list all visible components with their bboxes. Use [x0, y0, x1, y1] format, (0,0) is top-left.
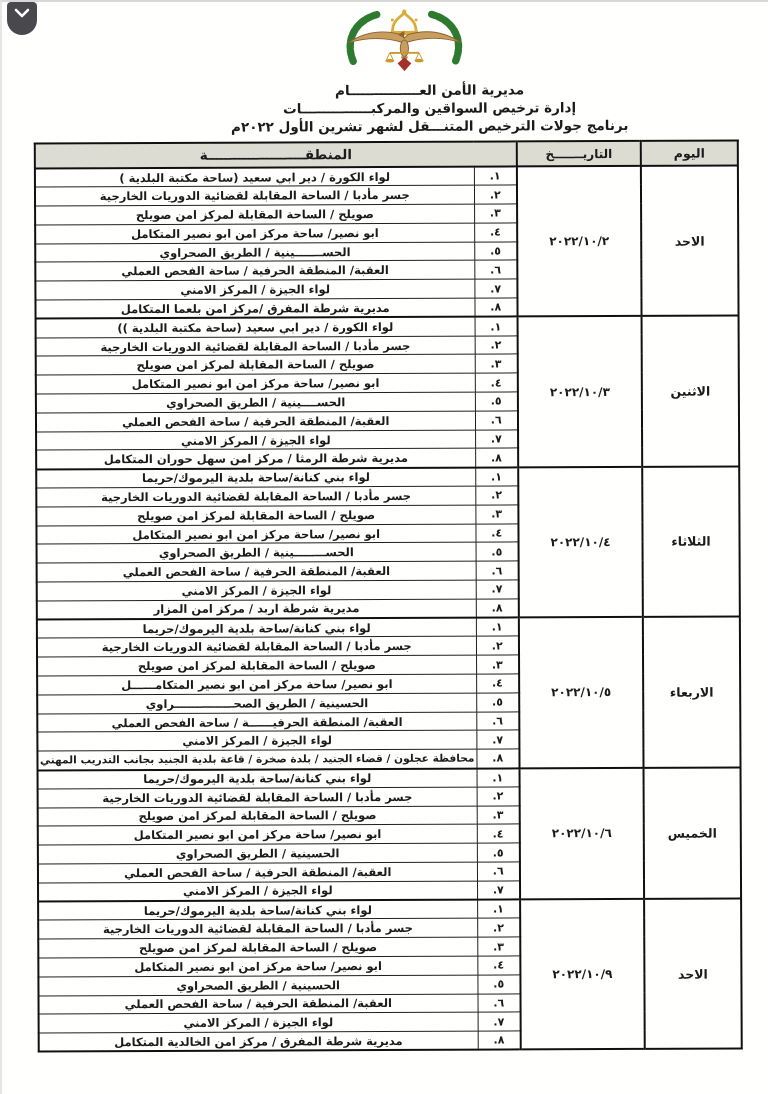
table-row [36, 316, 739, 338]
serial-cell: ٨. [478, 1031, 521, 1050]
area-cell: جسر مأدبا / الساحة المقابلة لقضائية الدوريات الخارجية [38, 787, 477, 808]
serial-cell: ٨. [475, 448, 518, 467]
serial-cell: ٢. [475, 486, 518, 505]
serial-cell: ٦. [474, 260, 517, 279]
area-cell: لواء الجيزة / المركز الامني [39, 1012, 478, 1033]
serial-cell: ٦. [475, 411, 518, 430]
area-cell: الحســــــــينية / الطريق الصحراوي [37, 543, 476, 564]
area-cell: صويلح / الساحة المقابلة لمركز امن صويلح [36, 505, 475, 526]
col-header-area: المنطقـــــــــــــــــــــة [35, 141, 517, 168]
area-cell: لواء الجيزة / المركز الامني [36, 430, 475, 451]
area-cell: العقبة/ المنطقة الحرفية / ساحة الفحص العملي [37, 561, 476, 582]
psd-emblem-icon [340, 8, 468, 81]
serial-cell: ٢. [474, 185, 517, 204]
serial-cell: ٧. [477, 881, 520, 900]
serial-cell: ٢. [477, 787, 520, 806]
serial-cell: ٦. [476, 561, 519, 580]
serial-cell: ٤. [477, 824, 520, 843]
table-row [38, 767, 741, 789]
serial-cell: ١. [476, 618, 519, 637]
area-cell: ابو نصير/ ساحة مركز امن ابو نصير المتكامل [38, 956, 477, 977]
area-cell: ابو نصير/ ساحة مركز امن ابو نصير المتكامل [35, 223, 474, 244]
col-header-date: التاريـــــــخ [517, 141, 641, 167]
area-cell: العقبة/ المنطقة الحرفية / ساحة الفحص العملي [38, 862, 477, 883]
date-cell: ٢٠٢٢/١٠/٤ [518, 467, 643, 618]
area-cell: جسر مأدبا / الساحة المقابلة لقضائية الدوريات الخارجية [35, 185, 474, 206]
serial-cell: ١. [477, 899, 520, 918]
serial-cell: ١. [475, 467, 518, 486]
area-cell: جسر مأدبا / الساحة المقابلة لقضائية الدوريات الخارجية [36, 336, 475, 357]
day-section [38, 899, 742, 1052]
serial-cell: ٢. [475, 336, 518, 355]
serial-cell: ١. [477, 768, 520, 787]
area-cell: مديرية شرطة اربد / مركز امن المزار [37, 599, 476, 620]
serial-cell: ٥. [477, 975, 520, 994]
day-section [36, 466, 740, 619]
area-cell: لواء الكورة / دير ابي سعيد (ساحة مكتبة البلدية ) [35, 167, 474, 188]
serial-cell: ٣. [477, 806, 520, 825]
area-cell: لواء الكورة / دير ابي سعيد (ساحة مكتبة البلدية )) [36, 317, 475, 338]
area-cell: الحسينية / الطريق الصحراوي [38, 975, 477, 996]
area-cell: الحســـــــينية / الطريق الصحراوي [35, 242, 474, 263]
program-title: برنامج جولات الترخيص المتنـــقل لشهر تشرين الأول ٢٠٢٢م [231, 117, 629, 136]
day-cell: الثلاثاء [642, 466, 740, 617]
serial-cell: ٣. [475, 354, 518, 373]
area-cell: صويلح / الساحة المقابلة لمركز امن صويلح [35, 204, 474, 225]
area-cell: ابو نصير/ ساحة مركز امن ابو نصير المتكامل [38, 824, 477, 845]
area-cell: صويلح / الساحة المقابلة لمركز امن صويلح [36, 355, 475, 376]
serial-cell: ٦. [477, 993, 520, 1012]
area-cell: صويلح / الساحة المقابلة لمركز امن صويلح [37, 655, 476, 676]
day-section [38, 767, 742, 902]
table-row [38, 899, 741, 921]
date-cell: ٢٠٢٢/١٠/٢ [517, 166, 642, 317]
serial-cell: ٥. [474, 242, 517, 261]
area-cell: ابو نصير/ ساحة مركز امن ابو نصير المتكامل [36, 373, 475, 394]
serial-cell: ٣. [477, 937, 520, 956]
serial-cell: ٤. [475, 524, 518, 543]
area-cell: مديرية شرطة المفرق / مركز امن الخالدية المتكامل [39, 1031, 478, 1052]
day-section [37, 617, 741, 770]
area-cell: العقبة/ المنطقة الحرفية / ساحة الفحص العملي [36, 411, 475, 432]
day-cell: الاحد [644, 899, 742, 1050]
day-section [35, 165, 739, 318]
document-header [0, 0, 767, 137]
date-cell: ٢٠٢٢/١٠/٥ [519, 617, 644, 768]
day-cell: الخميس [644, 767, 742, 899]
serial-cell: ٥. [477, 843, 520, 862]
area-cell: مديرية شرطة المفرق /مركز امن بلعما المتكامل [35, 298, 474, 319]
date-cell: ٢٠٢٢/١٠/٩ [520, 899, 645, 1050]
serial-cell: ٥. [475, 392, 518, 411]
dept-title: إدارة ترخيص السواقين والمركبـــــــــــــــات [283, 100, 577, 118]
day-cell: الاثنين [642, 316, 740, 467]
pull-tab-button[interactable] [7, 2, 37, 35]
area-cell: العقبة/ المنطقة الحرفية / ساحة الفحص العملي [39, 994, 478, 1015]
area-cell: لواء بني كنانة/ساحة بلدية اليرموك/حريما [38, 900, 477, 921]
area-cell: الحسينية / الطريق الصحراوي [38, 843, 477, 864]
serial-cell: ٧. [478, 1012, 521, 1031]
serial-cell: ٧. [474, 279, 517, 298]
table-row [37, 617, 740, 639]
day-section [36, 316, 740, 469]
serial-cell: ٣. [474, 204, 517, 223]
area-cell: ابو نصير/ ساحة مركز امن ابو نصير المتكامل [36, 524, 475, 545]
serial-cell: ١. [474, 166, 517, 185]
serial-cell: ٧. [476, 580, 519, 599]
area-cell: ابو نصير/ ساحة مركز امن ابو نصير المتكامــــــل [37, 674, 476, 695]
serial-cell: ٢. [477, 918, 520, 937]
area-cell: جسر مأدبا / الساحة المقابلة لقضائية الدوريات الخارجية [38, 918, 477, 939]
area-cell: الحســــينية / الطريق الصحراوي [36, 392, 475, 413]
day-cell: الاحد [641, 165, 739, 316]
area-cell: صويلح / الساحة المقابلة لمركز امن صويلح [38, 806, 477, 827]
area-cell: صويلح / الساحة المقابلة لمركز امن صويلح [38, 937, 477, 958]
serial-cell: ٤. [474, 223, 517, 242]
serial-cell: ٤. [476, 674, 519, 693]
serial-cell: ٦. [477, 862, 520, 881]
area-cell: جسر مأدبا / الساحة المقابلة لقضائية الدوريات الخارجية [36, 486, 475, 507]
serial-cell: ٧. [475, 430, 518, 449]
area-cell: العقبة/ المنطقة الحرفية / ساحة الفحص العملي [35, 261, 474, 282]
day-cell: الاربعاء [643, 617, 741, 768]
serial-cell: ٧. [476, 730, 519, 749]
serial-cell: ٥. [476, 693, 519, 712]
serial-cell: ٨. [476, 599, 519, 618]
serial-cell: ٨. [476, 749, 519, 768]
serial-cell: ٢. [476, 636, 519, 655]
area-cell: مديرية شرطة الرمثا / مركز امن سهل حوران المتكامل [36, 449, 475, 470]
area-cell: جسر مأدبا / الساحة المقابلة لقضائية الدوريات الخارجية [37, 637, 476, 658]
serial-cell: ١. [475, 317, 518, 336]
date-cell: ٢٠٢٢/١٠/٦ [520, 767, 645, 899]
area-cell: محافظة عجلون / قضاء الجنيد / بلدة صخرة / قاعة بلدية الجنيد بجانب التدريب المهني [37, 749, 476, 770]
chevron-down-icon [14, 8, 30, 18]
date-cell: ٢٠٢٢/١٠/٣ [518, 316, 643, 467]
serial-cell: ٤. [475, 373, 518, 392]
area-cell: لواء الجيزة / المركز الامني [35, 279, 474, 300]
area-cell: لواء بني كنانة/ساحة بلدية اليرموك/حريما [38, 768, 477, 789]
table-row [35, 165, 738, 187]
table-header-row [35, 140, 738, 168]
area-cell: لواء بني كنانة/ساحة بلدية اليرموك/حريما [37, 618, 476, 639]
serial-cell: ٣. [475, 505, 518, 524]
serial-cell: ٤. [477, 956, 520, 975]
area-cell: العقبة/ المنطقة الحرفيــــــة / ساحة الفحص العملي [37, 712, 476, 733]
area-cell: لواء الجيزة / المركز الامني [37, 731, 476, 752]
table-row [36, 466, 739, 488]
serial-cell: ٦. [476, 712, 519, 731]
serial-cell: ٥. [476, 542, 519, 561]
area-cell: لواء بني كنانة/ساحة بلدية اليرموك/حريما [36, 467, 475, 488]
area-cell: لواء الجيزة / المركز الامني [37, 580, 476, 601]
col-header-day: اليوم [641, 140, 738, 165]
area-cell: لواء الجيزة / المركز الامني [38, 881, 477, 902]
serial-cell: ٣. [476, 655, 519, 674]
area-cell: الحسينية / الطريق الصحـــــــــــــــراوي [37, 693, 476, 714]
schedule-table [34, 139, 743, 1053]
org-title: مديرية الأمن العـــــــــــــــام [334, 82, 525, 100]
serial-cell: ٨. [474, 298, 517, 317]
